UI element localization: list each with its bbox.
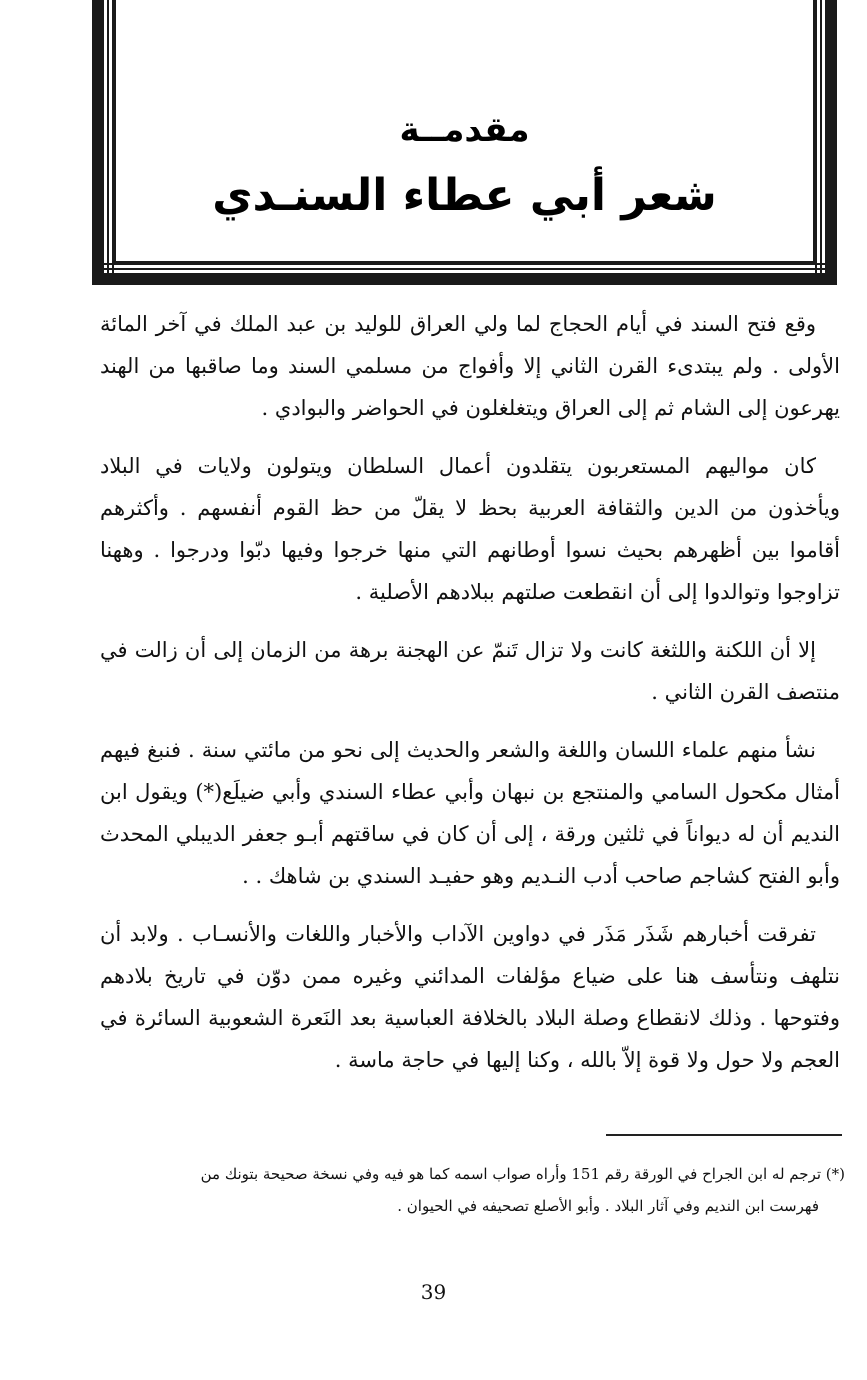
page-title: شعر أبي عطاء السنـدي <box>212 170 717 221</box>
paragraph-4: نشأ منهم علماء اللسان واللغة والشعر والحديث إلى نحو من مائتي سنة . فنبغ فيهم أمثال مكحول السامي والمنتجع بن نبهان وأبي عطاء السندي وأبي ضيلَع(*) ويقول ابن النديم أن له ديواناً في ثلثين ورقة ، إلى أن كان في ساقتهم أبـو جعفر الديبلي المحدث وأبو الفتح كشاجم صاحب أدب النـديم وهو حفيـد السندي بن شاهك . . <box>100 738 840 888</box>
paragraph-2: كان مواليهم المستعربون يتقلدون أعمال السلطان ويتولون ولايات في البلاد ويأخذون من الدين والثقافة العربية بحظ لا يقلّ من حظ القوم أنفسهم . وأكثرهم أقاموا بين أظهرهم بحيث نسوا أوطانهم التي منها خرجوا وفيها دبّوا ودرجوا . وههنا تزاوجوا وتوالدوا إلى أن انقطعت صلتهم ببلادهم الأصلية . <box>100 454 840 604</box>
body-text <box>100 303 840 1097</box>
page-number: 39 <box>420 1280 447 1304</box>
paragraph-1: وقع فتح السند في أيام الحجاج لما ولي العراق للوليد بن عبد الملك في آخر المائة الأولى . ولم يبتدىء القرن الثاني إلا وأفواج من مسلمي السند وما صاقبها من الهند يهرعون إلى الشام ثم إلى العراق ويتغلغلون في الحواضر والبوادي . <box>100 312 840 420</box>
paragraph-3: إلا أن اللكنة واللثغة كانت ولا تزال تَنمّ عن الهجنة برهة من الزمان إلى أن زالت في منتصف القرن الثاني . <box>100 638 840 704</box>
footnote-line-2: فهرست ابن النديم وفي آثار البلاد . وأبو الأصلع تصحيفه في الحيوان . <box>397 1197 819 1215</box>
title-frame <box>92 0 837 285</box>
footnote-line-1: (*) ترجم له ابن الجراح في الورقة رقم 151 وأراه صواب اسمه كما هو فيه وفي نسخة صحيحة بتونك من <box>200 1165 845 1183</box>
footnote <box>100 1158 845 1222</box>
paragraph-5: تفرقت أخبارهم شَذَر مَذَر في دواوين الآداب والأخبار واللغات والأنسـاب . ولابد أن نتلهف ونتأسف هنا على ضياع مؤلفات المدائني وغيره ممن دوّن في تاريخ بلادهم وفتوحها . وذلك لانقطاع وصلة البلاد بالخلافة العباسية بعد النَعرة الشعوبية السائرة في العجم ولا حول ولا قوة إلاّ بالله ، وكنا إليها في حاجة ماسة . <box>100 922 840 1072</box>
footnote-divider <box>606 1134 842 1136</box>
section-title: مقدمــة <box>399 110 530 150</box>
title-frame-inner <box>114 0 815 263</box>
